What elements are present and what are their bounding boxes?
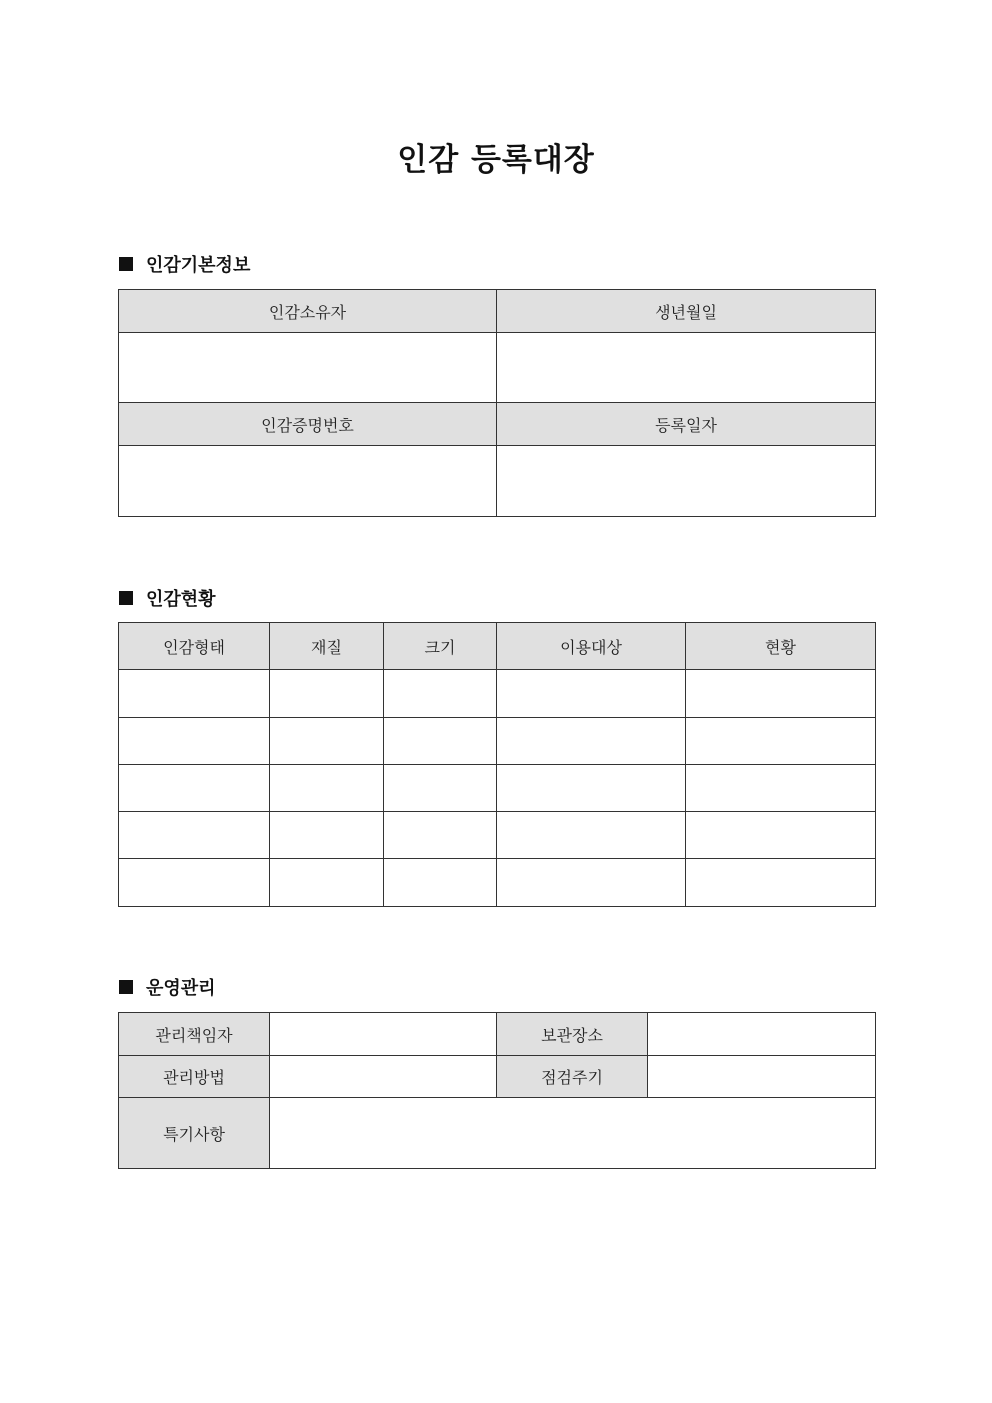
table-cell[interactable]	[384, 765, 497, 812]
manager-label: 관리책임자	[119, 1013, 270, 1056]
table-row	[119, 859, 876, 907]
table-cell[interactable]	[119, 859, 270, 907]
table-cell[interactable]	[270, 812, 384, 859]
square-bullet-icon	[119, 591, 133, 605]
inspection-cycle-label: 점검주기	[497, 1056, 648, 1098]
table-cell[interactable]	[686, 812, 876, 859]
table-cell[interactable]	[497, 859, 686, 907]
section-heading-status	[119, 586, 216, 610]
table-cell[interactable]	[686, 765, 876, 812]
square-bullet-icon	[119, 980, 133, 994]
table-cell[interactable]	[270, 670, 384, 718]
table-row	[119, 765, 876, 812]
inspection-cycle-field[interactable]	[648, 1056, 876, 1098]
column-header-seal-type: 인감형태	[119, 623, 270, 670]
registration-date-field[interactable]	[497, 446, 876, 517]
status-table	[118, 622, 876, 907]
table-row	[119, 812, 876, 859]
column-header-material: 재질	[270, 623, 384, 670]
table-cell[interactable]	[384, 718, 497, 765]
table-row	[119, 670, 876, 718]
storage-location-label: 보관장소	[497, 1013, 648, 1056]
column-header-size: 크기	[384, 623, 497, 670]
cert-number-label: 인감증명번호	[119, 403, 497, 446]
birth-date-field[interactable]	[497, 333, 876, 403]
table-cell[interactable]	[686, 718, 876, 765]
owner-label: 인감소유자	[119, 290, 497, 333]
section-heading-management	[119, 975, 216, 999]
table-cell[interactable]	[497, 718, 686, 765]
table-cell[interactable]	[270, 718, 384, 765]
table-cell[interactable]	[497, 812, 686, 859]
birth-date-label: 생년월일	[497, 290, 876, 333]
table-cell[interactable]	[384, 670, 497, 718]
table-cell[interactable]	[119, 812, 270, 859]
table-cell[interactable]	[119, 765, 270, 812]
table-cell[interactable]	[270, 859, 384, 907]
section-heading-basic-info	[119, 252, 250, 276]
table-cell[interactable]	[686, 859, 876, 907]
table-cell[interactable]	[270, 765, 384, 812]
square-bullet-icon	[119, 257, 133, 271]
section-heading-label: 인감기본정보	[146, 255, 251, 276]
column-header-status: 현황	[686, 623, 876, 670]
column-header-usage-target: 이용대상	[497, 623, 686, 670]
table-cell[interactable]	[497, 670, 686, 718]
management-method-field[interactable]	[270, 1056, 497, 1098]
page-title: 인감 등록대장	[397, 142, 595, 178]
table-row	[119, 718, 876, 765]
basic-info-table	[118, 289, 876, 517]
table-cell[interactable]	[384, 859, 497, 907]
section-heading-label: 인감현황	[146, 589, 216, 610]
table-cell[interactable]	[497, 765, 686, 812]
table-cell[interactable]	[686, 670, 876, 718]
table-cell[interactable]	[384, 812, 497, 859]
storage-location-field[interactable]	[648, 1013, 876, 1056]
table-cell[interactable]	[119, 670, 270, 718]
management-method-label: 관리방법	[119, 1056, 270, 1098]
section-heading-label: 운영관리	[146, 978, 216, 999]
remarks-label: 특기사항	[119, 1098, 270, 1169]
management-table	[118, 1012, 876, 1169]
owner-field[interactable]	[119, 333, 497, 403]
table-cell[interactable]	[119, 718, 270, 765]
registration-date-label: 등록일자	[497, 403, 876, 446]
manager-field[interactable]	[270, 1013, 497, 1056]
remarks-field[interactable]	[270, 1098, 876, 1169]
cert-number-field[interactable]	[119, 446, 497, 517]
